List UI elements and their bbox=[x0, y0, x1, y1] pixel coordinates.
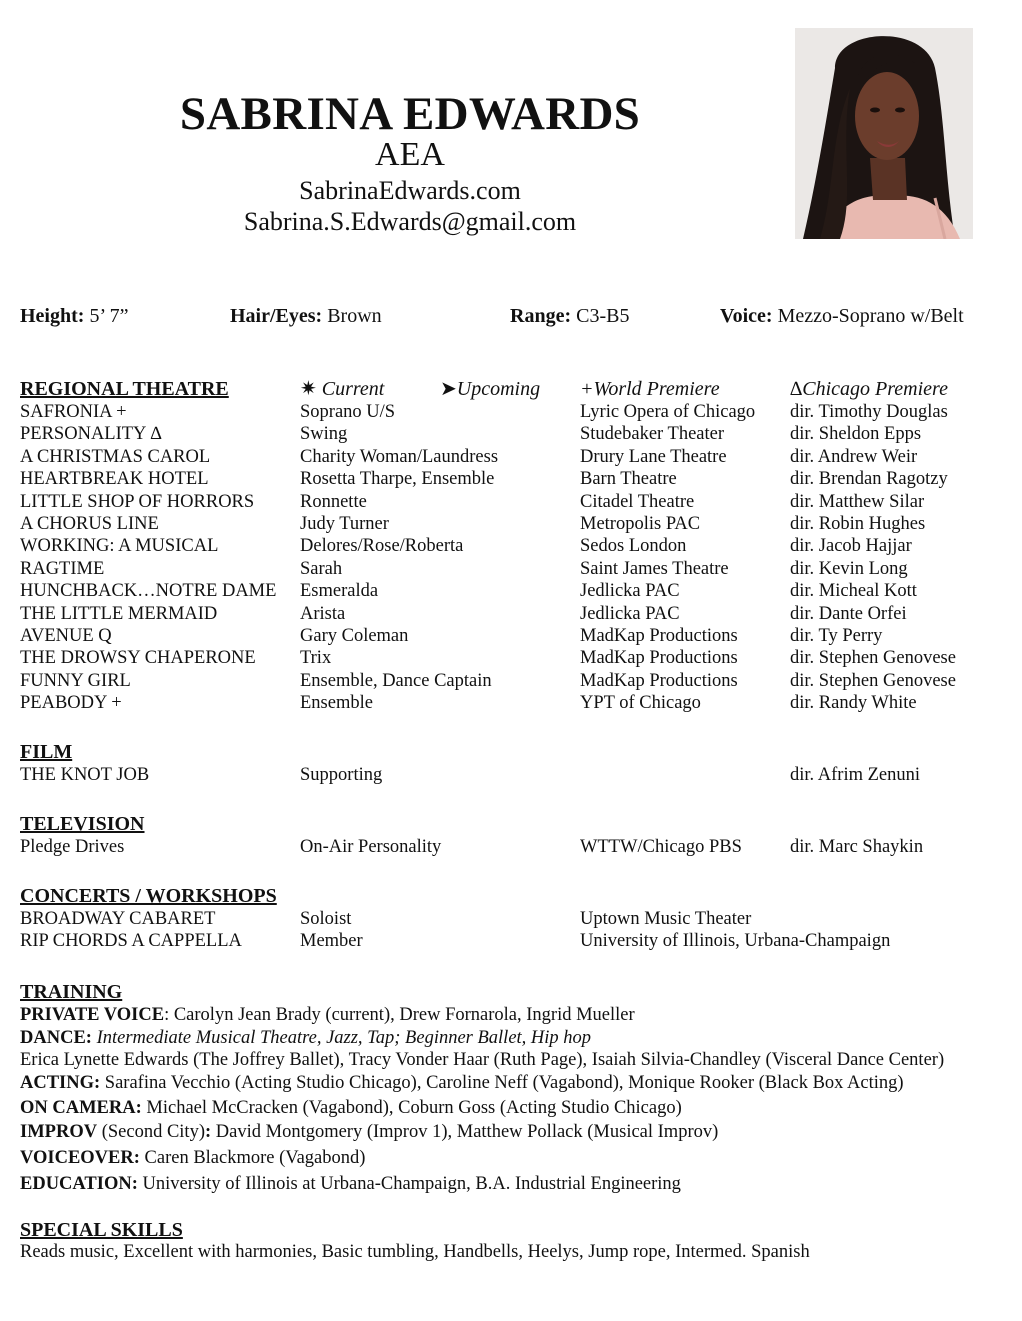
credit-director: dir. Marc Shaykin bbox=[790, 837, 924, 857]
regional-credit-row bbox=[0, 423, 1022, 445]
regional-credit-row bbox=[0, 468, 1022, 490]
credit-role: Member bbox=[300, 931, 363, 952]
credit-role: Delores/Rose/Roberta bbox=[300, 536, 464, 557]
training-education: EDUCATION: University of Illinois at Urbana-Champaign, B.A. Industrial Engineering bbox=[20, 1174, 681, 1194]
credit-director: dir. Randy White bbox=[790, 693, 917, 714]
credit-venue: Jedlicka PAC bbox=[580, 603, 680, 624]
credit-director: dir. Kevin Long bbox=[790, 558, 908, 579]
regional-credit-row bbox=[0, 625, 1022, 647]
website-text: SabrinaEdwards.com bbox=[299, 176, 521, 205]
credit-title: THE DROWSY CHAPERONE bbox=[20, 648, 256, 669]
range-stat: Range: C3-B5 bbox=[510, 305, 630, 327]
credit-title: FUNNY GIRL bbox=[20, 670, 131, 691]
credit-venue: YPT of Chicago bbox=[580, 693, 701, 714]
credit-venue: Uptown Music Theater bbox=[580, 909, 752, 929]
credit-venue: Jedlicka PAC bbox=[580, 581, 680, 602]
credit-title: SAFRONIA + bbox=[20, 402, 127, 422]
credit-director: dir. Ty Perry bbox=[790, 626, 883, 646]
credit-director: dir. Robin Hughes bbox=[790, 514, 926, 534]
regional-theatre-heading: REGIONAL THEATRE bbox=[20, 378, 229, 400]
credit-director: dir. Stephen Genovese bbox=[790, 648, 956, 669]
credit-role: Gary Coleman bbox=[300, 626, 409, 646]
legend-current: ✷ Current bbox=[300, 378, 385, 400]
regional-credit-row bbox=[0, 401, 1022, 423]
film-heading: FILM bbox=[20, 741, 73, 763]
training-on-camera: ON CAMERA: Michael McCracken (Vagabond), Coburn Goss (Acting Studio Chicago) bbox=[20, 1098, 682, 1118]
television-credit-row bbox=[0, 836, 1022, 858]
credit-venue: MadKap Productions bbox=[580, 626, 738, 646]
credit-venue: Metropolis PAC bbox=[580, 514, 701, 534]
credit-director: dir. Jacob Hajjar bbox=[790, 536, 912, 557]
union-affiliation: AEA bbox=[375, 136, 445, 173]
credit-venue: Barn Theatre bbox=[580, 469, 677, 490]
credit-role: Ensemble bbox=[300, 693, 373, 714]
training-dance: DANCE: Intermediate Musical Theatre, Jazz, Tap; Beginner Ballet, Hip hop bbox=[20, 1028, 592, 1048]
credit-role: Swing bbox=[300, 424, 348, 445]
training-improv: IMPROV (Second City): David Montgomery (Improv 1), Matthew Pollack (Musical Improv) bbox=[20, 1122, 719, 1142]
regional-credit-row bbox=[0, 535, 1022, 557]
credit-venue: Citadel Theatre bbox=[580, 491, 695, 512]
credit-venue: Sedos London bbox=[580, 536, 687, 557]
training-voiceover: VOICEOVER: Caren Blackmore (Vagabond) bbox=[20, 1148, 366, 1168]
credit-director: dir. Andrew Weir bbox=[790, 446, 918, 467]
credit-role: Soloist bbox=[300, 909, 352, 929]
credit-role: Soprano U/S bbox=[300, 402, 396, 422]
credit-director: dir. Matthew Silar bbox=[790, 491, 925, 512]
credit-director: dir. Micheal Kott bbox=[790, 581, 917, 602]
credit-role: Supporting bbox=[300, 765, 383, 785]
concert-credit-row bbox=[0, 930, 1022, 952]
training-acting: ACTING: Sarafina Vecchio (Acting Studio Chicago), Caroline Neff (Vagabond), Monique Rooker (Black Box Acting) bbox=[20, 1073, 904, 1093]
regional-credit-row bbox=[0, 692, 1022, 714]
star-icon: ✷ bbox=[300, 378, 317, 400]
voice-stat: Voice: Mezzo-Soprano w/Belt bbox=[720, 305, 964, 327]
credit-title: Pledge Drives bbox=[20, 837, 125, 857]
hair-eyes-stat: Hair/Eyes: Brown bbox=[230, 305, 382, 327]
regional-credit-row bbox=[0, 558, 1022, 580]
regional-credit-row bbox=[0, 446, 1022, 468]
credit-venue: MadKap Productions bbox=[580, 648, 738, 669]
television-heading: TELEVISION bbox=[20, 813, 145, 835]
training-dance-teachers: Erica Lynette Edwards (The Joffrey Ballet), Tracy Vonder Haar (Ruth Page), Isaiah Silvia-Chandley (Visceral Dance Center) bbox=[20, 1050, 945, 1070]
concerts-workshops-heading: CONCERTS / WORKSHOPS bbox=[20, 885, 277, 907]
credit-role: Charity Woman/Laundress bbox=[300, 446, 499, 467]
credit-venue: Drury Lane Theatre bbox=[580, 446, 727, 467]
credit-venue: Lyric Opera of Chicago bbox=[580, 402, 756, 422]
height-stat: Height: 5’ 7” bbox=[20, 305, 129, 327]
credit-role: Esmeralda bbox=[300, 581, 379, 602]
credit-role: Ronnette bbox=[300, 491, 367, 512]
credit-title: LITTLE SHOP OF HORRORS bbox=[20, 491, 255, 512]
credit-title: A CHORUS LINE bbox=[20, 514, 159, 534]
credit-director: dir. Timothy Douglas bbox=[790, 402, 948, 422]
email-text: Sabrina.S.Edwards@gmail.com bbox=[243, 207, 577, 236]
credit-title: A CHRISTMAS CAROL bbox=[20, 446, 211, 467]
credit-venue: University of Illinois, Urbana-Champaign bbox=[580, 931, 891, 952]
name-heading: SABRINA EDWARDS bbox=[179, 88, 641, 140]
credit-title: THE LITTLE MERMAID bbox=[20, 603, 218, 624]
credit-venue: Saint James Theatre bbox=[580, 558, 729, 579]
credit-role: On-Air Personality bbox=[300, 837, 442, 857]
legend-world-premiere: +World Premiere bbox=[580, 378, 720, 400]
credit-director: dir. Dante Orfei bbox=[790, 603, 907, 624]
credit-venue: Studebaker Theater bbox=[580, 424, 724, 445]
credit-director: dir. Sheldon Epps bbox=[790, 424, 922, 445]
regional-credit-row bbox=[0, 513, 1022, 535]
legend-chicago-premiere: ∆Chicago Premiere bbox=[790, 378, 948, 400]
credit-role: Judy Turner bbox=[300, 514, 389, 534]
training-private-voice: PRIVATE VOICE: Carolyn Jean Brady (current), Drew Fornarola, Ingrid Mueller bbox=[20, 1005, 635, 1025]
arrow-icon: ➤ bbox=[440, 378, 457, 400]
credit-title: WORKING: A MUSICAL bbox=[20, 536, 219, 557]
credit-title: THE KNOT JOB bbox=[20, 765, 150, 785]
credit-title: RAGTIME bbox=[20, 558, 105, 579]
credit-director: dir. Brendan Ragotzy bbox=[790, 469, 948, 490]
credit-title: BROADWAY CABARET bbox=[20, 909, 216, 929]
credit-director: dir. Stephen Genovese bbox=[790, 670, 956, 691]
legend-upcoming: ➤Upcoming bbox=[440, 378, 541, 400]
regional-credit-row bbox=[0, 580, 1022, 602]
credit-role: Arista bbox=[300, 603, 346, 624]
credit-title: RIP CHORDS A CAPPELLA bbox=[20, 931, 242, 952]
regional-credit-row bbox=[0, 647, 1022, 669]
film-credit-row bbox=[0, 764, 1022, 786]
credit-title: PERSONALITY ∆ bbox=[20, 424, 162, 445]
credit-title: HEARTBREAK HOTEL bbox=[20, 469, 209, 490]
regional-credit-row bbox=[0, 670, 1022, 692]
regional-credit-row bbox=[0, 603, 1022, 625]
credit-title: HUNCHBACK…NOTRE DAME bbox=[20, 581, 277, 602]
special-skills-text: Reads music, Excellent with harmonies, Basic tumbling, Handbells, Heelys, Jump rope, Intermed. Spanish bbox=[20, 1242, 810, 1262]
headshot-photo bbox=[795, 28, 973, 239]
credit-role: Rosetta Tharpe, Ensemble bbox=[300, 469, 495, 490]
training-heading: TRAINING bbox=[20, 981, 123, 1003]
credit-venue: WTTW/Chicago PBS bbox=[580, 837, 742, 857]
credit-director: dir. Afrim Zenuni bbox=[790, 765, 920, 785]
concert-credit-row bbox=[0, 908, 1022, 930]
credit-venue: MadKap Productions bbox=[580, 670, 738, 691]
credit-role: Trix bbox=[300, 648, 332, 669]
credit-role: Sarah bbox=[300, 558, 343, 579]
credit-title: PEABODY + bbox=[20, 693, 122, 714]
credit-role: Ensemble, Dance Captain bbox=[300, 670, 492, 691]
special-skills-heading: SPECIAL SKILLS bbox=[20, 1219, 183, 1241]
regional-credit-row bbox=[0, 491, 1022, 513]
credit-title: AVENUE Q bbox=[20, 626, 112, 646]
